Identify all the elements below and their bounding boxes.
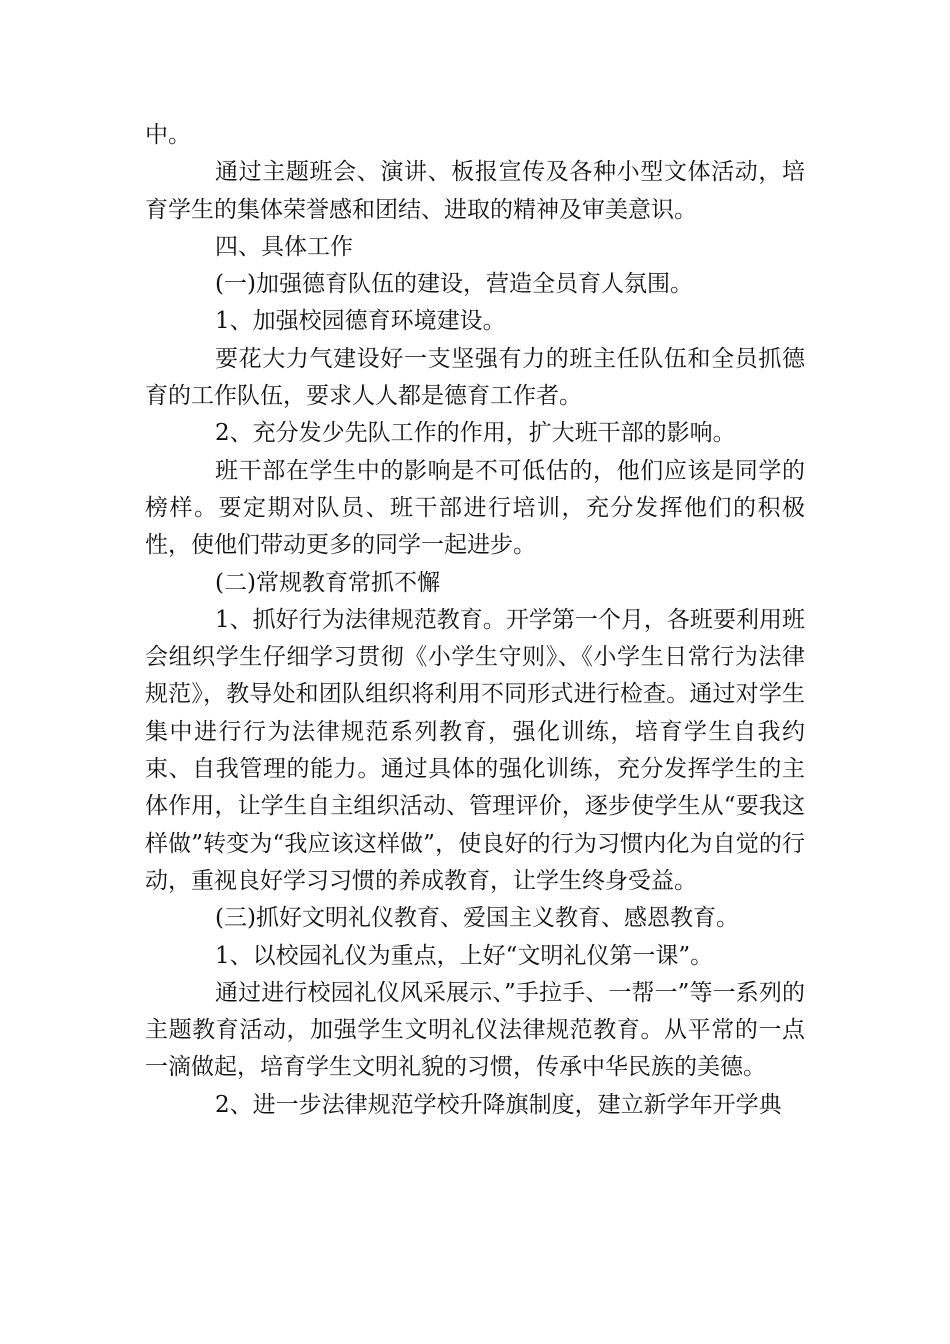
section-heading: 四、具体工作 [215,233,353,260]
paragraph: 1、抓好行为法律规范教育。开学第一个月，各班要利用班会组织学生仔细学习贯彻《小学生守则》、《小学生日常行为法律规范》，教导处和团队组织将利用不同形式进行检查。通过对学生集中进行行为法律规范系列教育，强化训练，培育学生自我约束、自我管理的能力。通过具体的强化训练，充分发挥学生的主体作用，让学生自主组织活动、管理评价，逐步使学生从“要我这样做”转变为“我应该这样做”，使良好的行为习惯内化为自觉的行动，重视良好学习习惯的养成教育，让学生终身受益。 [145,606,805,894]
paragraph: 通过进行校园礼仪风采展示、”手拉手、一帮一”等一系列的主题教育活动，加强学生文明礼仪法律规范教育。从平常的一点一滴做起，培育学生文明礼貌的习惯，传承中华民族的美德。 [145,979,805,1081]
subsection-heading: (三)抓好文明礼仪教育、爱国主义教育、感恩教育。 [215,905,739,932]
item-heading: 1、加强校园德育环境建设。 [215,308,506,335]
paragraph: 班干部在学生中的影响是不可低估的，他们应该是同学的榜样。要定期对队员、班干部进行培训，充分发挥他们的积极性，使他们带动更多的同学一起进步。 [145,457,805,559]
subsection-heading: (二)常规教育常抓不懈 [215,569,440,596]
item-heading: 1、以校园礼仪为重点，上好“文明礼仪第一课”。 [215,942,714,969]
subsection-heading: (一)加强德育队伍的建设，营造全员育人氛围。 [215,271,693,298]
paragraph: 通过主题班会、演讲、板报宣传及各种小型文体活动，培育学生的集体荣誉感和团结、进取的精神及审美意识。 [145,159,805,223]
item-heading: 2、充分发少先队工作的作用，扩大班干部的影响。 [215,420,736,447]
paragraph: 要花大力气建设好一支坚强有力的班主任队伍和全员抓德育的工作队伍，要求人人都是德育工作者。 [145,345,805,410]
body-text [145,117,805,1124]
paragraph: 2、进一步法律规范学校升降旗制度，建立新学年开学典 [215,1091,782,1118]
paragraph: 中。 [145,122,191,148]
